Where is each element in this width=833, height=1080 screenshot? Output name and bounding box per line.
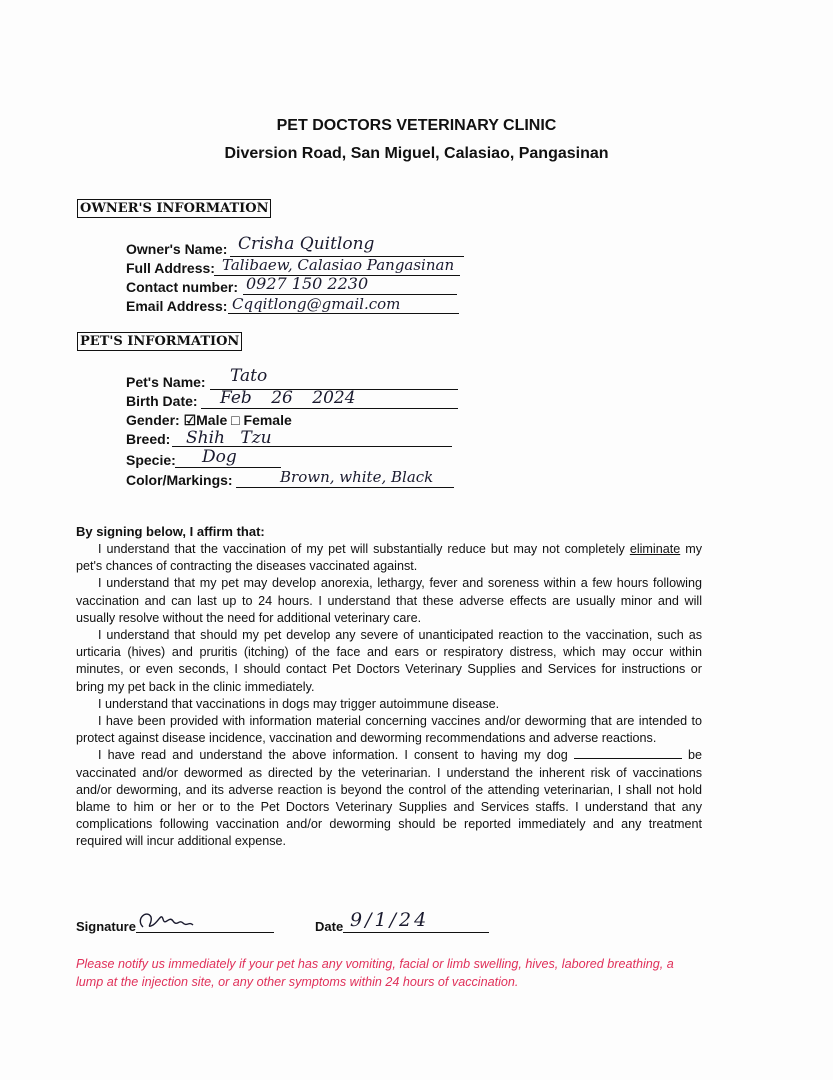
breed-label: Breed:: [126, 431, 171, 447]
specie-value[interactable]: Dog: [202, 447, 237, 467]
color-markings-label: Color/Markings:: [126, 472, 233, 488]
color-markings-value[interactable]: Brown, white, Black: [280, 468, 434, 486]
consent-body: [76, 541, 702, 851]
consent-paragraph: I have been provided with information material concerning vaccines and/or deworming that are intended to protect against disease incidence, vaccination and deworming recommendations and adverse reactions.: [76, 714, 702, 746]
birth-date-label: Birth Date:: [126, 393, 198, 409]
dog-name-blank[interactable]: [574, 748, 682, 759]
breed-value[interactable]: Shih Tzu: [186, 428, 272, 448]
consent-paragraph: [76, 541, 702, 575]
contact-number-label: Contact number:: [126, 279, 238, 295]
owner-name-value[interactable]: Crisha Quitlong: [238, 234, 375, 254]
consent-text: I understand that the vaccination of my pet will substantially reduce but may not completely: [98, 542, 625, 556]
consent-text: be vaccinated and/or dewormed as directed by the veterinarian. I understand the inherent risk of vaccinations and/or deworming, and its adverse reaction is beyond the control of the attending veterinarian, I shall not hold blame to him or her or to the Pet Doctors Veterinary Supplies and Services staffs. I understand that any complications following vaccination and/or deworming should be reported immediately and any treatment required will incur additional expense.: [76, 748, 703, 849]
gender-female-checkbox[interactable]: □: [231, 412, 240, 428]
post-vaccination-notice: Please notify us immediately if your pet has any vomiting, facial or limb swelling, hives, labored breathing, a lump at the injection site, or any other symptoms within 24 hours of vaccination.: [76, 957, 674, 989]
email-address-label: Email Address:: [126, 298, 228, 314]
date-label: Date: [315, 919, 344, 934]
consent-paragraph: [76, 747, 702, 850]
contact-number-value[interactable]: 0927 150 2230: [246, 274, 369, 293]
pet-name-label: Pet's Name:: [126, 374, 206, 390]
specie-label: Specie:: [126, 452, 176, 468]
pet-name-value[interactable]: Tato: [230, 366, 268, 386]
gender-male-label: Male: [196, 412, 228, 428]
gender-male-checkbox[interactable]: ☑: [183, 412, 197, 428]
consent-underlined-word: eliminate: [629, 542, 681, 556]
gender-row: [126, 411, 292, 429]
consent-text: my pet's chances of contracting the diseases vaccinated against.: [76, 542, 703, 574]
consent-text: I have read and understand the above information. I consent to having my dog: [98, 748, 574, 763]
date-line: [343, 932, 489, 933]
signature-scribble[interactable]: [133, 905, 213, 935]
consent-paragraph: I understand that vaccinations in dogs may trigger autoimmune disease.: [98, 696, 500, 711]
full-address-label: Full Address:: [126, 260, 215, 276]
signature-label: Signature: [76, 919, 136, 934]
consent-paragraph: I understand that should my pet develop any severe of unanticipated reaction to the vaccination, such as urticaria (hives) and pruritis (itching) of the face and ears or respiratory distress, which may occur within minutes, or even seconds, I should contact Pet Doctors Veterinary Supplies and Services for instructions or bring my pet back in the clinic immediately.: [76, 628, 702, 694]
owner-name-label: Owner's Name:: [126, 241, 228, 257]
color-markings-line: [236, 487, 454, 488]
consent-heading: By signing below, I affirm that:: [76, 524, 265, 539]
gender-label: Gender:: [126, 412, 180, 428]
gender-female-label: Female: [243, 412, 292, 428]
email-address-value[interactable]: Cqqitlong@gmail.com: [232, 295, 401, 313]
clinic-address: Diversion Road, San Miguel, Calasiao, Pangasinan: [224, 145, 609, 162]
owner-section-header: OWNER'S INFORMATION: [77, 199, 271, 218]
pet-section-header: PET'S INFORMATION: [77, 332, 242, 351]
specie-line: [175, 467, 281, 468]
full-address-value[interactable]: Talibaew, Calasiao Pangasinan: [222, 256, 455, 274]
birth-date-line: [201, 408, 458, 409]
clinic-name: PET DOCTORS VETERINARY CLINIC: [276, 117, 557, 134]
consent-paragraph: I understand that my pet may develop anorexia, lethargy, fever and soreness within a few hours following vaccination and can last up to 24 hours. I understand that these adverse effects are usually minor and will usually resolve without the need for additional veterinary care.: [76, 576, 702, 625]
birth-date-value[interactable]: Feb 26 2024: [220, 388, 356, 408]
date-value[interactable]: 9/1/24: [350, 909, 430, 931]
